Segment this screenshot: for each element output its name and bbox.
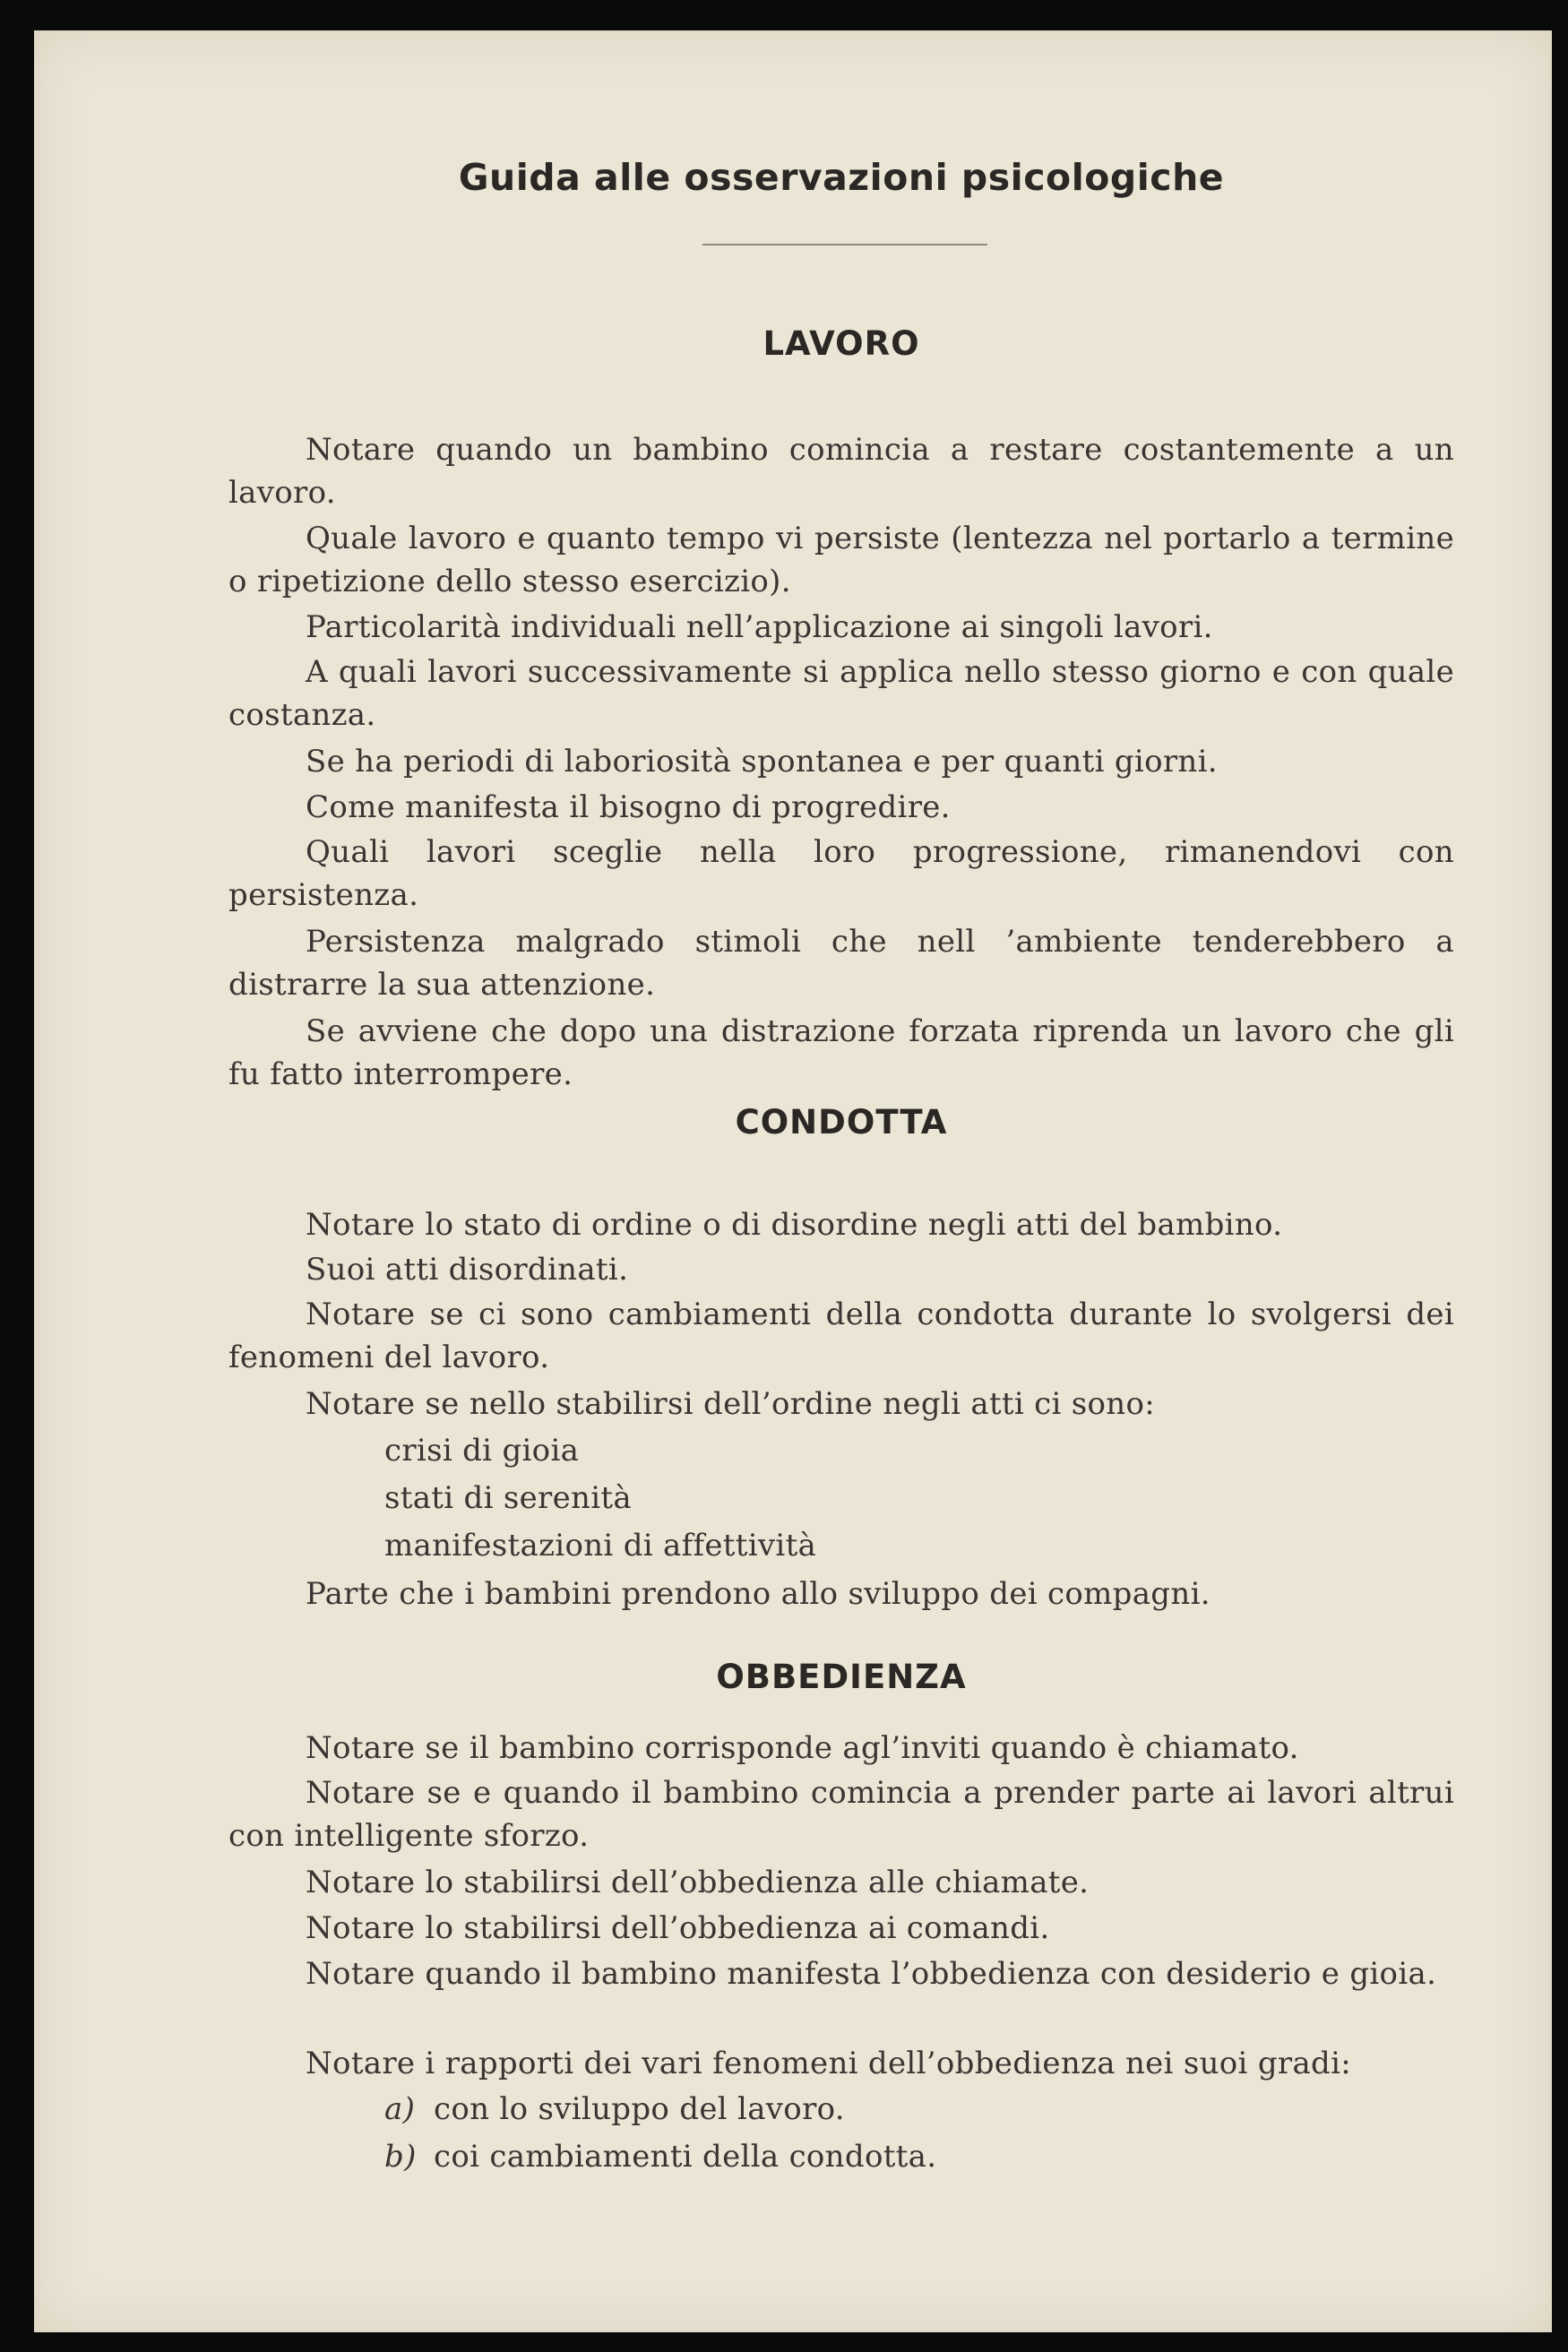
document-page [34, 30, 1552, 2332]
lavoro-paragraph: Particolarità individuali nell’applicazione ai singoli lavori. [306, 609, 1213, 645]
condotta-paragraph: Parte che i bambini prendono allo sviluppo dei compagni. [306, 1576, 1210, 1612]
condotta-list-item: stati di serenità [384, 1480, 632, 1516]
obbedienza-paragraph: Notare lo stabilirsi dell’obbedienza ai comandi. [306, 1910, 1050, 1946]
lavoro-paragraph: Notare quando un bambino comincia a restare costantemente a un lavoro. [228, 432, 1454, 511]
condotta-paragraph: Suoi atti disordinati. [306, 1252, 629, 1288]
obbedienza-paragraph: Notare lo stabilirsi dell’obbedienza alle chiamate. [306, 1865, 1090, 1900]
lavoro-paragraph: A quali lavori successivamente si applica nello stesso giorno e con quale costanza. [228, 654, 1454, 733]
condotta-paragraph: Notare lo stato di ordine o di disordine negli atti del bambino. [306, 1207, 1283, 1243]
page-title: Guida alle osservazioni psicologiche [458, 156, 1225, 199]
section-heading-obbedienza: OBBEDIENZA [716, 1658, 967, 1696]
lavoro-paragraph: Quale lavoro e quanto tempo vi persiste (lentezza nel portarlo a termine o ripetizione dello stesso esercizio). [228, 521, 1454, 599]
condotta-list-item: crisi di gioia [384, 1433, 580, 1469]
list-marker: b) [384, 2139, 417, 2175]
obbedienza-list-item [384, 2135, 1370, 2178]
lavoro-paragraph: Quali lavori sceglie nella loro progressione, rimanendovi con persistenza. [228, 834, 1454, 913]
list-marker: a) [384, 2091, 416, 2127]
obbedienza-paragraph: Notare se e quando il bambino comincia a prender parte ai lavori altrui con intelligente sforzo. [228, 1775, 1454, 1854]
condotta-list-item: manifestazioni di affettività [384, 1528, 817, 1564]
section-heading-condotta: CONDOTTA [735, 1103, 948, 1142]
lavoro-paragraph: Persistenza malgrado stimoli che nell ’ambiente tenderebbero a distrarre la sua attenzione. [228, 924, 1454, 1003]
obbedienza-paragraph: Notare se il bambino corrisponde agl’inviti quando è chiamato. [306, 1730, 1299, 1766]
title-divider [702, 244, 987, 246]
lavoro-paragraph: Come manifesta il bisogno di progredire. [306, 789, 951, 825]
list-item-text: con lo sviluppo del lavoro. [434, 2091, 845, 2127]
condotta-paragraph: Notare se ci sono cambiamenti della condotta durante lo svolgersi dei fenomeni del lavoro. [228, 1297, 1454, 1375]
obbedienza-list-item [384, 2088, 1370, 2131]
lavoro-paragraph: Se avviene che dopo una distrazione forzata riprenda un lavoro che gli fu fatto interrompere. [228, 1013, 1454, 1092]
lavoro-paragraph: Se ha periodi di laboriosità spontanea e per quanti giorni. [306, 744, 1218, 780]
list-item-text: coi cambiamenti della condotta. [434, 2139, 937, 2175]
obbedienza-paragraph: Notare i rapporti dei vari fenomeni dell’obbedienza nei suoi gradi: [306, 2046, 1352, 2081]
condotta-paragraph: Notare se nello stabilirsi dell’ordine negli atti ci sono: [306, 1386, 1156, 1422]
section-heading-lavoro: LAVORO [762, 324, 920, 363]
obbedienza-paragraph: Notare quando il bambino manifesta l’obbedienza con desiderio e gioia. [306, 1956, 1437, 1992]
